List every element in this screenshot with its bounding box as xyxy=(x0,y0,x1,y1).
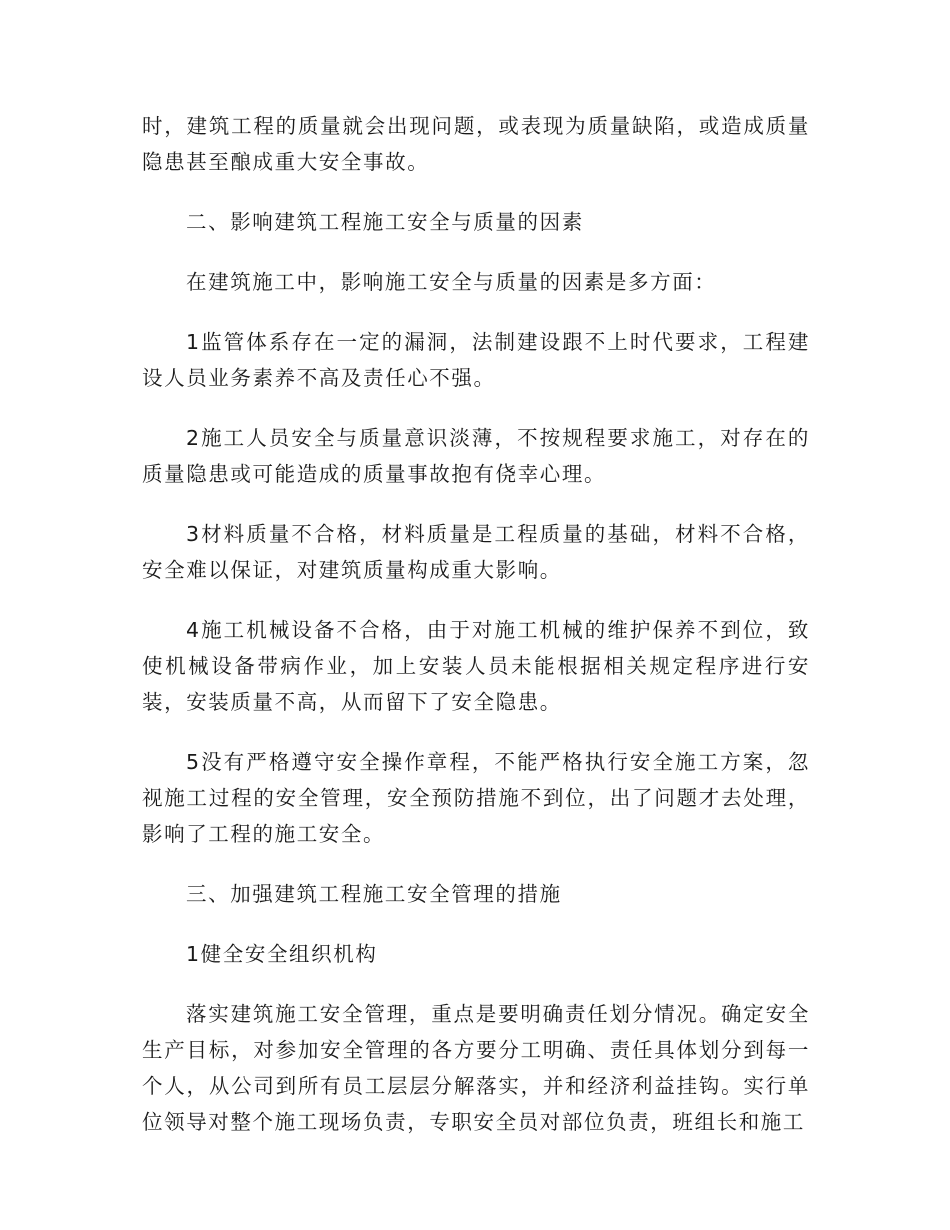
list-item-3: 3材料质量不合格，材料质量是工程质量的基础，材料不合格，安全难以保证，对建筑质量构成重大影响。 xyxy=(142,522,810,582)
list-item-2: 2施工人员安全与质量意识淡薄，不按规程要求施工，对存在的质量隐患或可能造成的质量事故抱有侥幸心理。 xyxy=(142,426,810,486)
section-heading-factors: 二、影响建筑工程施工安全与质量的因素 xyxy=(186,210,584,234)
list-item-5: 5没有严格遵守安全操作章程，不能严格执行安全施工方案，忽视施工过程的安全管理，安全预防措施不到位，出了问题才去处理，影响了工程的施工安全。 xyxy=(142,750,810,846)
paragraph-continuation: 时，建筑工程的质量就会出现问题，或表现为质量缺陷，或造成质量隐患甚至酿成重大安全事故。 xyxy=(142,114,810,174)
paragraph-intro: 在建筑施工中，影响施工安全与质量的因素是多方面： xyxy=(186,270,717,294)
list-item-4: 4施工机械设备不合格，由于对施工机械的维护保养不到位，致使机械设备带病作业，加上安装人员未能根据相关规定程序进行安装，安装质量不高，从而留下了安全隐患。 xyxy=(142,618,810,714)
list-item-1: 1监管体系存在一定的漏洞，法制建设跟不上时代要求，工程建设人员业务素养不高及责任心不强。 xyxy=(142,330,810,390)
document-body xyxy=(142,108,810,1164)
paragraph-body: 落实建筑施工安全管理，重点是要明确责任划分情况。确定安全生产目标，对参加安全管理的各方要分工明确、责任具体划分到每一个人，从公司到所有员工层层分解落实，并和经济利益挂钩。实行单位领导对整个施工现场负责，专职安全员对部位负责，班组长和施工 xyxy=(142,1002,810,1134)
section-heading-measures: 三、加强建筑工程施工安全管理的措施 xyxy=(186,882,562,906)
subsection-heading: 1健全安全组织机构 xyxy=(186,942,378,966)
